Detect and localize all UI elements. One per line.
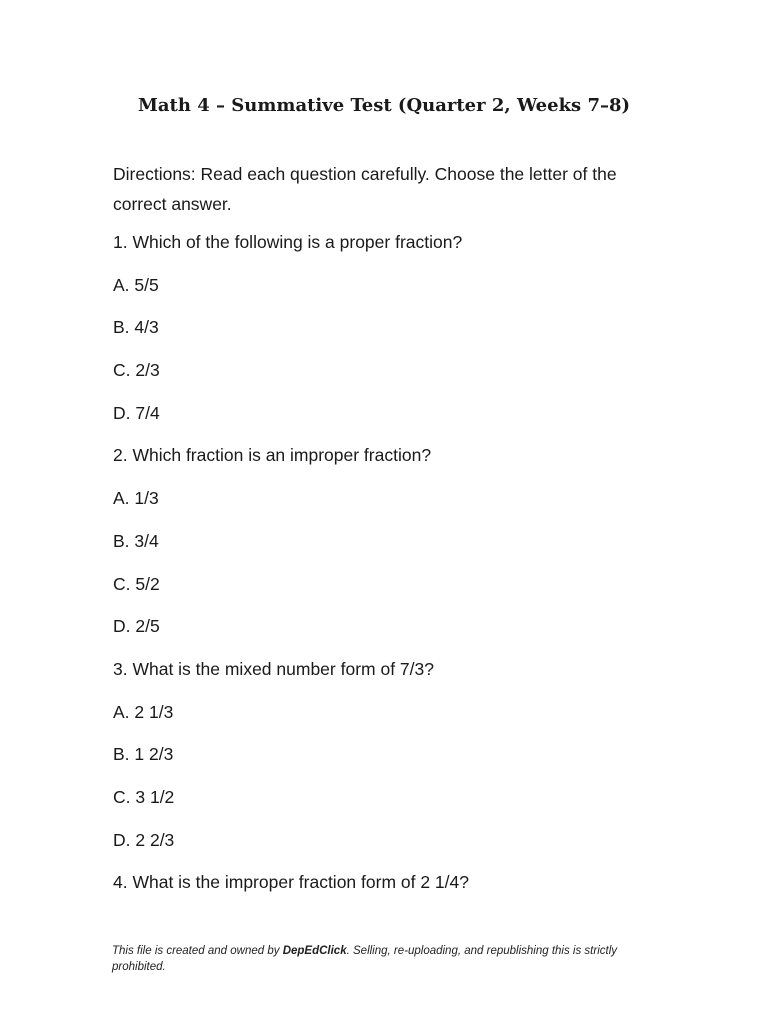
- choice-b: B. 1 2/3: [113, 744, 174, 765]
- copyright-footer: [112, 943, 662, 975]
- choice-d: D. 7/4: [113, 402, 160, 423]
- choice-d: D. 2/5: [113, 616, 160, 637]
- footer-prefix: This file is created and owned by: [112, 945, 283, 957]
- footer-suffix: . Selling, re-uploading, and republishing this is strictly prohibited.: [112, 945, 617, 973]
- choice-a: A. 5/5: [113, 274, 159, 295]
- question-text: 3. What is the mixed number form of 7/3?: [113, 658, 434, 679]
- choice-d: D. 2 2/3: [113, 829, 175, 850]
- question-1: [113, 227, 653, 440]
- test-content: [113, 159, 653, 910]
- choice-c: C. 5/2: [113, 573, 160, 594]
- choice-b: B. 4/3: [113, 317, 159, 338]
- choice-c: C. 3 1/2: [113, 786, 175, 807]
- page-title: Math 4 – Summative Test (Quarter 2, Weeks 7–8): [137, 95, 631, 116]
- choice-a: A. 1/3: [113, 488, 159, 509]
- choice-b: B. 3/4: [113, 530, 159, 551]
- question-text: 2. Which fraction is an improper fraction?: [113, 445, 432, 466]
- question-text: 4. What is the improper fraction form of 2 1/4?: [113, 872, 469, 893]
- question-3: [113, 654, 653, 867]
- choice-a: A. 2 1/3: [113, 701, 174, 722]
- question-2: [113, 440, 653, 653]
- choice-c: C. 2/3: [113, 360, 160, 381]
- directions-text: Directions: Read each question carefully. Choose the letter of the correct answer.: [113, 164, 617, 214]
- question-4: [113, 867, 653, 910]
- question-text: 1. Which of the following is a proper fraction?: [113, 232, 463, 252]
- footer-owner: DepEdClick: [282, 945, 347, 957]
